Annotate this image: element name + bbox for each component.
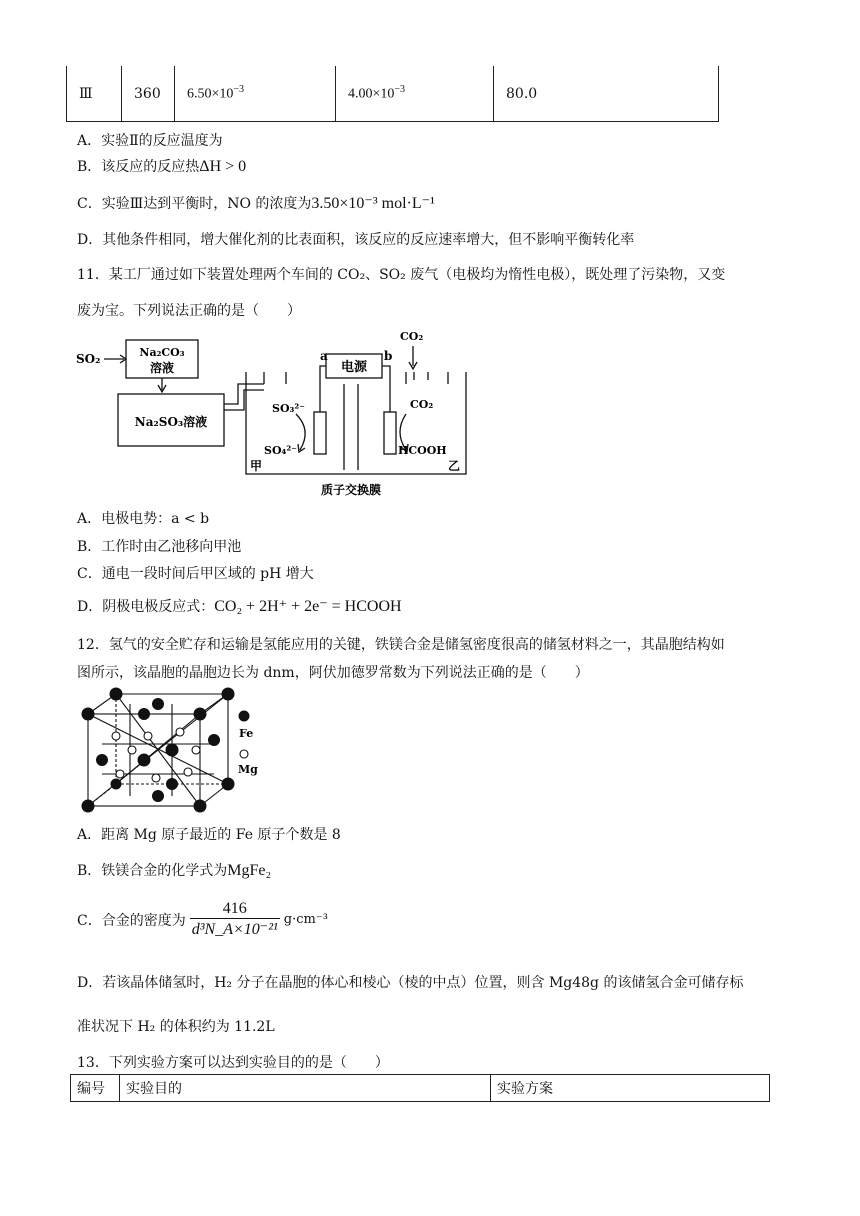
q11-stem-line2: 废为宝。下列说法正确的是（ ） [77,303,301,319]
data-table-top [66,66,719,122]
q12-option-d-line1: D．若该晶体储氢时，H₂ 分子在晶胞的体心和棱心（棱的中点）位置，则含 Mg48g 的该储氢合金可储存标 [77,975,744,991]
q11-stem-line1: 11．某工厂通过如下装置处理两个车间的 CO₂、SO₂ 废气（电极均为惰性电极），既处理了污染物，又变 [77,267,726,283]
q10-option-a: A．实验Ⅱ的反应温度为 [77,133,223,149]
co2-top-label: CO₂ [400,330,424,343]
q12-option-d-line2: 准状况下 H₂ 的体积约为 11.2L [77,1019,275,1035]
q10-option-d: D．其他条件相同，增大催化剂的比表面积，该反应的反应速率增大，但不影响平衡转化率 [77,232,635,248]
membrane-label: 质子交换膜 [320,483,382,497]
cell-yi-label: 乙 [448,459,461,473]
q12-option-a: A．距离 Mg 原子最近的 Fe 原子个数是 8 [77,827,341,843]
so2-inlet-label: SO₂ [76,352,101,366]
legend-mg-label: Mg [238,763,258,776]
table-cell: Ⅲ [67,66,122,122]
na2co3-box-label-2: 溶液 [149,361,175,375]
q10-option-c: C．实验Ⅲ达到平衡时，NO 的浓度为3.50×10⁻³ mol·L⁻¹ [77,195,435,212]
table-cell: 80.0 [494,66,719,122]
na2co3-box-label: Na₂CO₃ [139,346,185,359]
q12-option-c: C．合金的密度为 416 d³N_A×10⁻²¹ g·cm⁻³ [77,900,328,938]
co2-inside-label: CO₂ [410,398,434,411]
table-cell: $4.00\times 10^{-3}$ [336,66,494,122]
q13-stem: 13．下列实验方案可以达到实验目的的是（ ） [77,1055,389,1071]
q12-option-b: B．铁镁合金的化学式为MgFe₂ [77,862,272,879]
q11-option-a: A．电极电势：a < b [77,511,210,527]
electrode-b-label: b [384,349,393,363]
q11-option-b: B．工作时由乙池移向甲池 [77,539,242,555]
density-fraction: 416 d³N_A×10⁻²¹ [191,900,278,938]
table-header-cell: 实验目的 [120,1075,491,1102]
table-cell: $6.50\times 10^{-3}$ [175,66,336,122]
table-row [67,66,719,122]
q11-option-c: C．通电一段时间后甲区域的 pH 增大 [77,566,314,582]
q12-stem-line1: 12．氢气的安全贮存和运输是氢能应用的关键，铁镁合金是储氢密度很高的储氢材料之一，其晶胞结构如 [77,637,725,653]
cell-jia-label: 甲 [250,459,263,473]
table-header-row [71,1075,770,1102]
q13-table [70,1074,770,1102]
electrode-a-label: a [320,349,328,363]
q11-option-d: D．阴极电极反应式：CO₂ + 2H⁺ + 2e⁻ = HCOOH [77,598,402,615]
hcooh-label: HCOOH [398,444,447,457]
q10-option-b: B．该反应的反应热ΔH > 0 [77,158,247,175]
power-supply-label: 电源 [340,360,368,375]
table-header-cell: 实验方案 [491,1075,770,1102]
so3-label: SO₃²⁻ [272,402,305,415]
electrolysis-diagram [76,322,476,502]
table-cell: 360 [122,66,175,122]
table-header-cell: 编号 [71,1075,120,1102]
na2so3-box-label: Na₂SO₃溶液 [134,415,208,429]
crystal-cell-diagram [76,684,276,818]
legend-fe-label: Fe [239,727,254,740]
so4-label: SO₄²⁻ [264,444,297,457]
q12-stem-line2: 图所示，该晶胞的晶胞边长为 dnm，阿伏加德罗常数为下列说法正确的是（ ） [77,665,589,681]
